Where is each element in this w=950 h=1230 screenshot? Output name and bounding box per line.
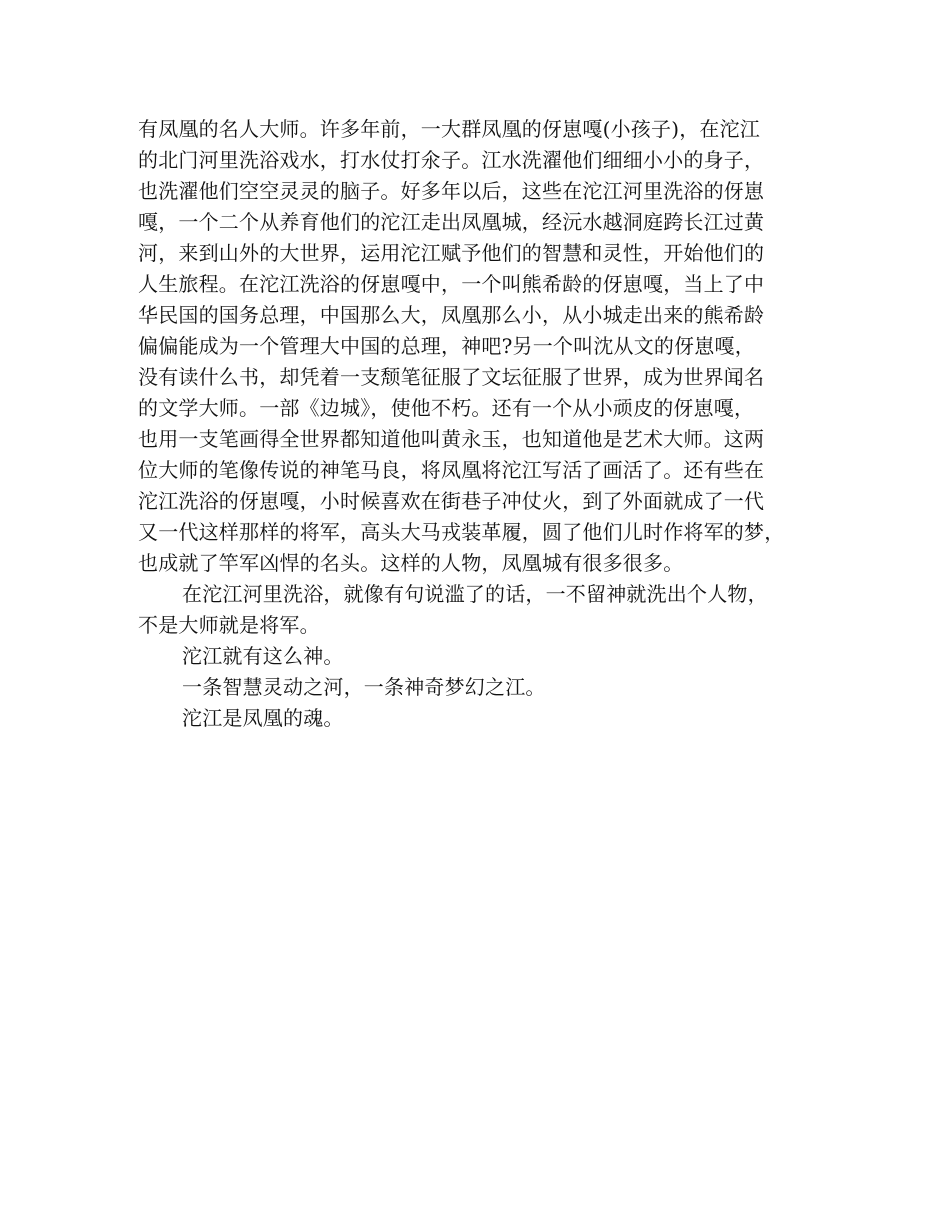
text-line: 人生旅程。在沱江洗浴的伢崽嘎中，一个叫熊希龄的伢崽嘎，当上了中 xyxy=(138,272,765,296)
text-line: 华民国的国务总理，中国那么大，凤凰那么小，从小城走出来的熊希龄 xyxy=(138,303,765,327)
paragraph-line: 一条智慧灵动之河，一条神奇梦幻之江。 xyxy=(182,675,546,699)
text-line: 也成就了竿军凶悍的名头。这样的人物，凤凰城有很多很多。 xyxy=(138,551,684,575)
text-line: 沱江洗浴的伢崽嘎，小时候喜欢在街巷子冲仗火，到了外面就成了一代 xyxy=(138,489,765,513)
text-line: 的北门河里洗浴戏水，打水仗打氽子。江水洗濯他们细细小小的身子， xyxy=(138,148,765,172)
paragraph-line: 沱江是凤凰的魂。 xyxy=(182,706,344,730)
text-line: 又一代这样那样的将军，高头大马戎装革履，圆了他们儿时作将军的梦， xyxy=(138,520,785,544)
text-line: 也用一支笔画得全世界都知道他叫黄永玉，也知道他是艺术大师。这两 xyxy=(138,427,765,451)
text-line: 偏偏能成为一个管理大中国的总理，神吧?另一个叫沈从文的伢崽嘎， xyxy=(138,334,755,358)
text-line: 的文学大师。一部《边城》，使他不朽。还有一个从小顽皮的伢崽嘎， xyxy=(138,396,755,420)
text-line: 没有读什么书，却凭着一支颓笔征服了文坛征服了世界，成为世界闻名 xyxy=(138,365,765,389)
text-line: 不是大师就是将军。 xyxy=(138,613,320,637)
paragraph-start-line: 在沱江河里洗浴，就像有句说滥了的话，一不留神就洗出个人物， xyxy=(182,582,768,606)
text-line: 也洗濯他们空空灵灵的脑子。好多年以后，这些在沱江河里洗浴的伢崽 xyxy=(138,179,765,203)
paragraph-line: 沱江就有这么神。 xyxy=(182,644,344,668)
text-line: 有凤凰的名人大师。许多年前，一大群凤凰的伢崽嘎(小孩子)，在沱江 xyxy=(138,117,761,141)
text-line: 位大师的笔像传说的神笔马良，将凤凰将沱江写活了画活了。还有些在 xyxy=(138,458,765,482)
text-line: 嘎，一个二个从养育他们的沱江走出凤凰城，经沅水越洞庭跨长江过黄 xyxy=(138,210,765,234)
document-body xyxy=(138,114,838,734)
text-line: 河，来到山外的大世界，运用沱江赋予他们的智慧和灵性，开始他们的 xyxy=(138,241,765,265)
